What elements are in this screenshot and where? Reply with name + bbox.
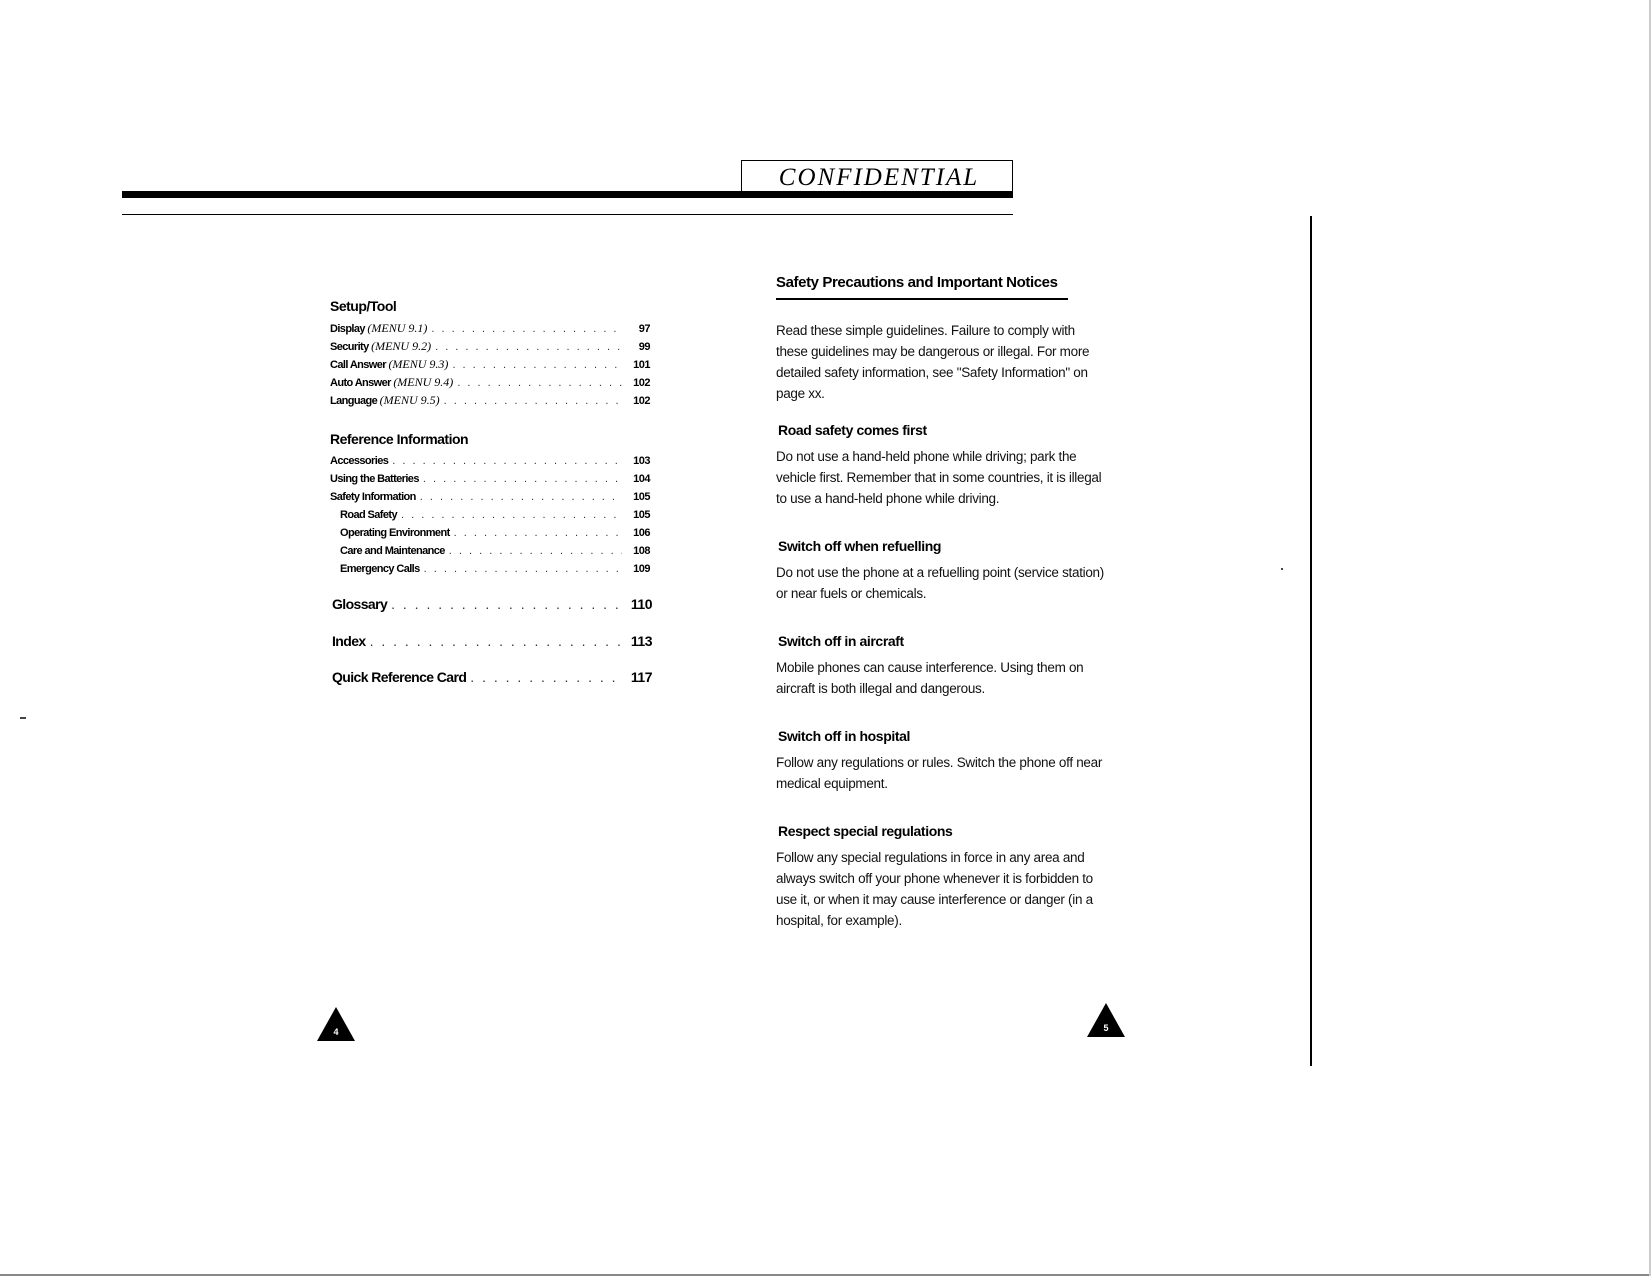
confidential-stamp: CONFIDENTIAL	[741, 160, 1013, 194]
toc-entry[interactable]: Language (MENU 9.5) . . . 102	[330, 393, 650, 408]
toc-entry[interactable]: Auto Answer (MENU 9.4) . . . 102	[330, 375, 650, 390]
header-rule-thin	[122, 214, 1013, 215]
safety-item-heading: Switch off in aircraft	[778, 633, 904, 649]
toc-dot-leader	[391, 596, 624, 612]
toc-entry[interactable]: Road Safety . . . 105	[340, 509, 650, 521]
safety-intro: Read these simple guidelines. Failure to comply with these guidelines may be dangerous or illegal. For more detailed safety information, see "Safety Information" on page xx.	[776, 323, 1090, 401]
toc-dot-leader	[457, 377, 622, 389]
toc-entry-glossary[interactable]: Glossary . . . 110	[332, 596, 652, 612]
safety-item-text: Do not use the phone at a refuelling point (service station) or near fuels or chemicals.	[776, 565, 1104, 601]
safety-title-underline	[776, 298, 1068, 300]
toc-entry[interactable]: Accessories . . . 103	[330, 455, 650, 467]
toc-dot-leader	[370, 633, 624, 649]
safety-item-text: Mobile phones can cause interference. Using them on aircraft is both illegal and dangerous.	[776, 660, 1084, 696]
page-number-right: 5	[1103, 1023, 1109, 1033]
safety-item-text: Do not use a hand-held phone while driving; park the vehicle first. Remember that in some countries, it is illegal to use a hand-held phone while driving.	[776, 449, 1102, 506]
safety-item-text: Follow any special regulations in force in any area and always switch off your phone whenever it is forbidden to use it, or when it may cause interference or danger (in a hospital, for example).	[776, 850, 1093, 928]
toc-entry[interactable]: Display (MENU 9.1) . . . 97	[330, 321, 650, 336]
toc-dot-leader	[444, 395, 622, 407]
toc-dot-leader	[435, 341, 622, 353]
safety-item-text: Follow any regulations or rules. Switch the phone off near medical equipment.	[776, 755, 1103, 791]
toc-entry[interactable]: Care and Maintenance . . . 108	[340, 545, 650, 557]
scan-speck	[1281, 568, 1283, 570]
toc-dot-leader	[452, 359, 622, 371]
toc-dot-leader	[431, 323, 622, 335]
toc-dot-leader	[420, 491, 622, 503]
toc-entry[interactable]: Operating Environment . . . 106	[340, 527, 650, 539]
page-number-left: 4	[333, 1027, 339, 1037]
toc-entry[interactable]: Call Answer (MENU 9.3) . . . 101	[330, 357, 650, 372]
toc-entry[interactable]: Using the Batteries . . . 104	[330, 473, 650, 485]
toc-entry[interactable]: Emergency Calls . . . 109	[340, 563, 650, 575]
toc-entry-index[interactable]: Index . . . 113	[332, 633, 652, 649]
toc-dot-leader	[423, 473, 622, 485]
safety-item-heading: Switch off when refuelling	[778, 538, 942, 554]
toc-entry[interactable]: Security (MENU 9.2) . . . 99	[330, 339, 650, 354]
safety-title: Safety Precautions and Important Notices	[776, 274, 1058, 291]
toc-dot-leader	[392, 455, 622, 467]
toc-dot-leader	[449, 545, 622, 557]
page-right-border	[1310, 216, 1312, 1066]
safety-item-heading: Switch off in hospital	[778, 728, 910, 744]
toc-entry[interactable]: Safety Information . . . 105	[330, 491, 650, 503]
toc-heading-setup-tool: Setup/Tool	[330, 298, 397, 314]
safety-item-heading: Road safety comes first	[778, 422, 927, 438]
toc-entry-quick-reference-card[interactable]: Quick Reference Card . . . 117	[332, 669, 652, 685]
scan-speck	[20, 717, 26, 719]
toc-dot-leader	[470, 669, 624, 685]
toc-dot-leader	[454, 527, 622, 539]
toc-dot-leader	[424, 563, 622, 575]
toc-dot-leader	[401, 509, 622, 521]
toc-heading-reference-information: Reference Information	[330, 431, 469, 447]
safety-item-heading: Respect special regulations	[778, 823, 953, 839]
